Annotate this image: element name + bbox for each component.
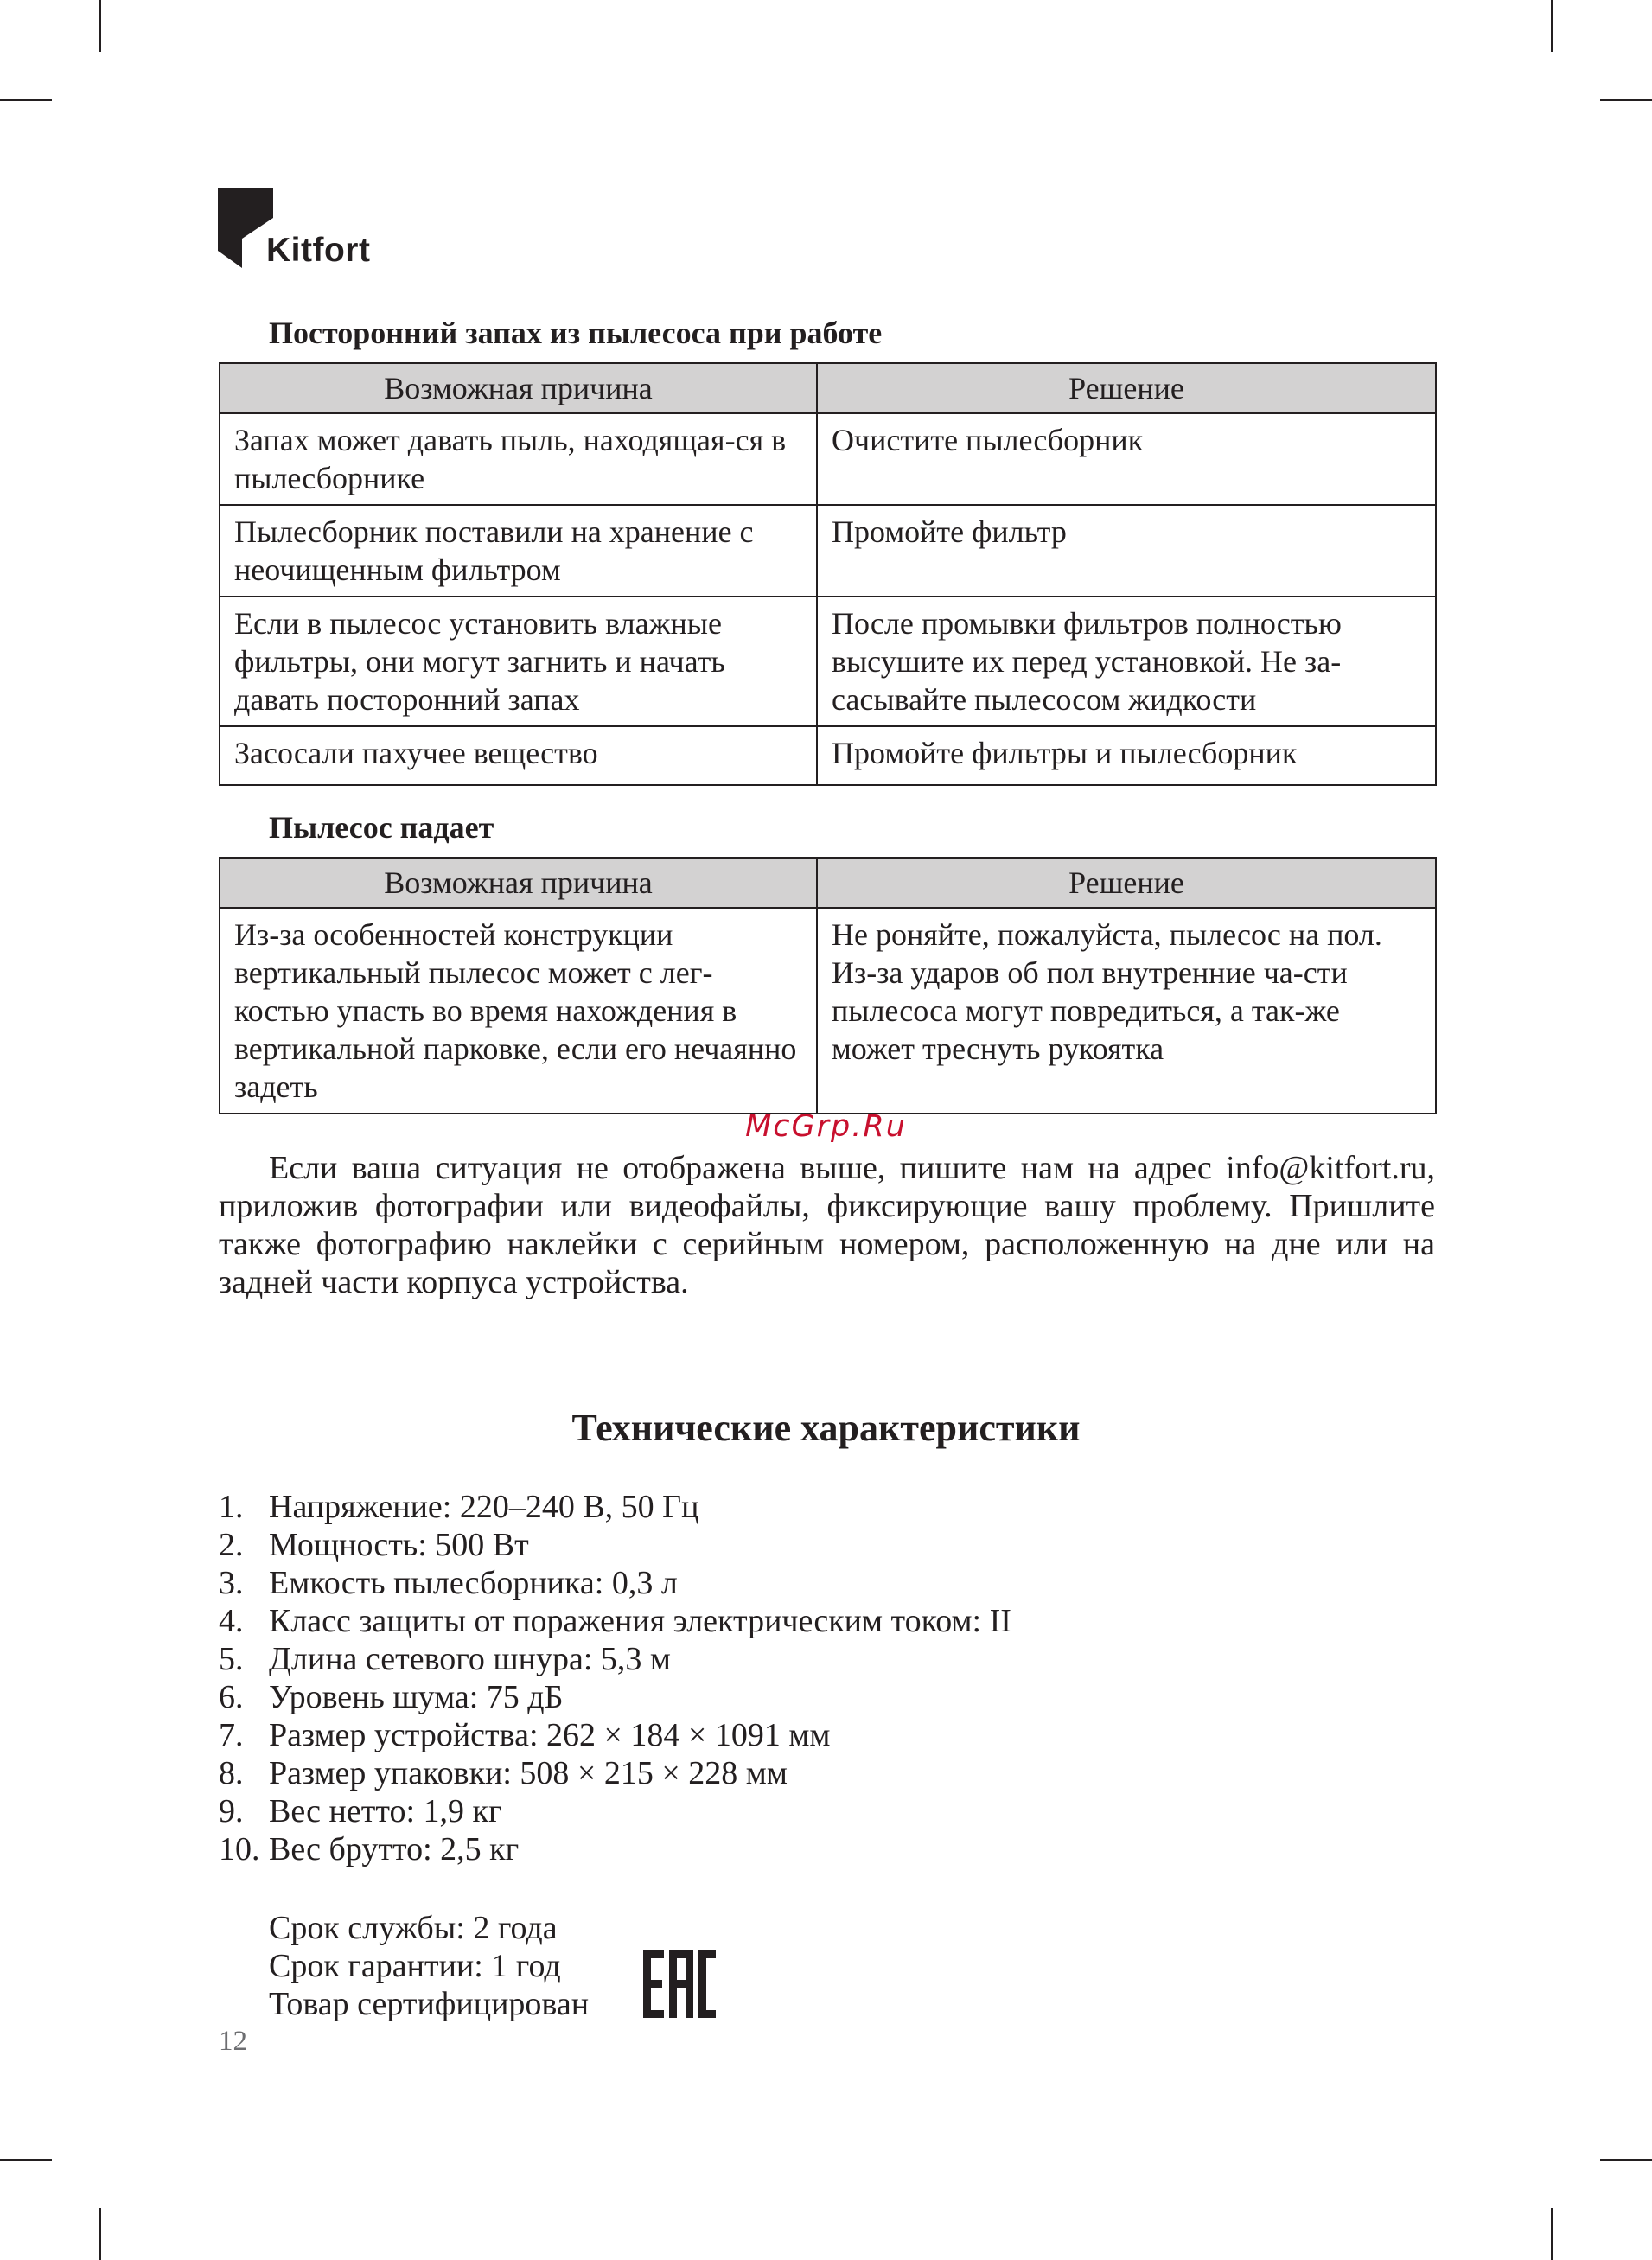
- header-solution: Решение: [817, 858, 1436, 908]
- header-cause: Возможная причина: [220, 363, 817, 413]
- solution-cell: После промывки фильтров полностью высушите их перед установкой. Не за-сасывайте пылесосом жидкости: [817, 597, 1436, 726]
- list-item-text: Мощность: 500 Вт: [269, 1527, 529, 1563]
- table-row: [220, 413, 1436, 505]
- solution-cell: Промойте фильтр: [817, 505, 1436, 597]
- warranty-period: Срок гарантии: 1 год: [269, 1948, 561, 1984]
- header-solution: Решение: [817, 363, 1436, 413]
- list-item-text: Размер устройства: 262 × 184 × 1091 мм: [269, 1717, 831, 1753]
- list-item-text: Емкость пылесборника: 0,3 л: [269, 1565, 678, 1601]
- cause-cell: Засосали пахучее вещество: [220, 726, 817, 785]
- list-item-number: 10.: [219, 1831, 260, 1867]
- list-item: [219, 1830, 1011, 1868]
- list-item: [219, 1526, 1011, 1564]
- list-item-number: 1.: [219, 1489, 244, 1525]
- list-item-number: 2.: [219, 1527, 244, 1563]
- cause-cell: Пылесборник поставили на хранение с неочищенным фильтром: [220, 505, 817, 597]
- table-row: [220, 726, 1436, 785]
- list-item-number: 3.: [219, 1565, 244, 1601]
- cause-cell: Если в пылесос установить влажные фильтры, они могут загнить и начать давать посторонний запах: [220, 597, 817, 726]
- crop-mark-bottom-left: [99, 2208, 101, 2260]
- eac-certification-icon: [643, 1950, 716, 2018]
- table-row: [220, 908, 1436, 1114]
- table-header-row: [220, 858, 1436, 908]
- header-cause: Возможная причина: [220, 858, 817, 908]
- list-item: [219, 1488, 1011, 1526]
- list-item-text: Вес брутто: 2,5 кг: [269, 1831, 520, 1867]
- list-item-text: Уровень шума: 75 дБ: [269, 1679, 564, 1715]
- cause-cell: Из-за особенностей конструкции вертикальный пылесос может с лег-костью упасть во время нахождения в вертикальной парковке, если его нечаянно задеть: [220, 908, 817, 1114]
- page-number: 12: [219, 2026, 247, 2057]
- service-life: Срок службы: 2 года: [269, 1910, 558, 1946]
- service-info: [269, 1909, 589, 2023]
- list-item: [219, 1602, 1011, 1640]
- list-item-number: 6.: [219, 1679, 244, 1715]
- table-header-row: [220, 363, 1436, 413]
- list-item-text: Размер упаковки: 508 × 215 × 228 мм: [269, 1755, 788, 1791]
- list-item-number: 5.: [219, 1641, 244, 1677]
- crop-mark-bottom-right: [1551, 2208, 1553, 2260]
- contact-paragraph: Если ваша ситуация не отображена выше, пишите нам на адрес info@kitfort.ru, приложив фотографии или видеофайлы, фиксирующие вашу проблему. Пришлите также фотографию наклейки с серийным номером, расположенную на дне или на задней части корпуса устройства.: [219, 1150, 1435, 1300]
- list-item-text: Напряжение: 220–240 В, 50 Гц: [269, 1489, 699, 1525]
- falling-troubleshooting-table: [219, 857, 1437, 1114]
- list-item-text: Длина сетевого шнура: 5,3 м: [269, 1641, 671, 1677]
- list-item-number: 9.: [219, 1793, 244, 1829]
- list-item-text: Класс защиты от поражения электрическим током: II: [269, 1603, 1011, 1639]
- crop-mark-left-bottom: [0, 2159, 52, 2161]
- section-title-odor: Посторонний запах из пылесоса при работе: [269, 316, 883, 350]
- table-row: [220, 505, 1436, 597]
- crop-mark-left-top: [0, 99, 52, 101]
- list-item-text: Вес нетто: 1,9 кг: [269, 1793, 502, 1829]
- watermark-text: McGrp.Ru: [745, 1109, 907, 1144]
- list-item: [219, 1716, 1011, 1754]
- odor-troubleshooting-table: [219, 362, 1437, 786]
- list-item-number: 7.: [219, 1717, 244, 1753]
- brand-wordmark: Kitfort: [266, 232, 371, 269]
- solution-cell: Промойте фильтры и пылесборник: [817, 726, 1436, 785]
- crop-mark-right-top: [1600, 99, 1652, 101]
- crop-mark-top-right: [1551, 0, 1553, 52]
- crop-mark-top-left: [99, 0, 101, 52]
- list-item: [219, 1564, 1011, 1602]
- section-title-falling: Пылесос падает: [269, 810, 494, 845]
- specs-list: [219, 1488, 1011, 1868]
- list-item: [219, 1678, 1011, 1716]
- kitfort-logo: [218, 188, 391, 275]
- cause-cell: Запах может давать пыль, находящая-ся в пылесборнике: [220, 413, 817, 505]
- table-row: [220, 597, 1436, 726]
- certification-note: Товар сертифицирован: [269, 1986, 590, 2022]
- list-item: [219, 1754, 1011, 1792]
- list-item: [219, 1792, 1011, 1830]
- crop-mark-right-bottom: [1600, 2159, 1652, 2161]
- list-item-number: 8.: [219, 1755, 244, 1791]
- specs-title: Технические характеристики: [571, 1407, 1081, 1449]
- list-item: [219, 1640, 1011, 1678]
- solution-cell: Очистите пылесборник: [817, 413, 1436, 505]
- list-item-number: 4.: [219, 1603, 244, 1639]
- solution-cell: Не роняйте, пожалуйста, пылесос на пол. Из-за ударов об пол внутренние ча-сти пылесоса могут повредиться, а так-же может треснуть рукоятка: [817, 908, 1436, 1114]
